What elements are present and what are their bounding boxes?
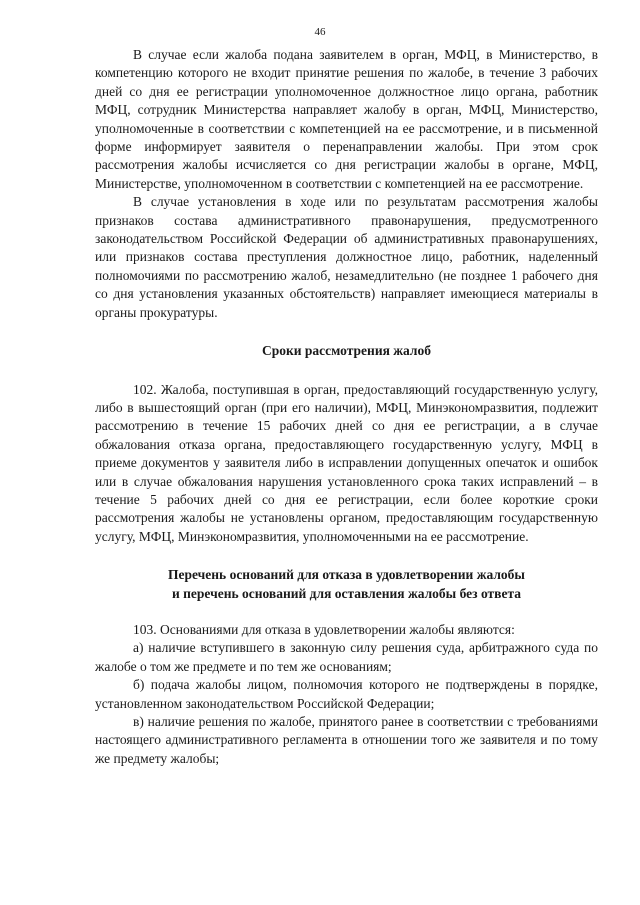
paragraph-102: 102. Жалоба, поступившая в орган, предоставляющий государственную услугу, либо в вышестоящий орган (при его наличии), МФЦ, Минэкономразвития, подлежит рассмотрению в течение 15 рабочих дней со дня ее регистрации, а в случае обжалования отказа органа, предоставляющего государственную услугу, МФЦ в приеме документов у заявителя либо в исправлении допущенных опечаток и ошибок или в случае обжалования нарушения установленного срока таких исправлений – в течение 5 рабочих дней со дня ее регистрации, если более короткие сроки рассмотрения жалобы не установлены органом, предоставляющим государственную услугу, МФЦ, Минэкономразвития, уполномоченными на ее рассмотрение. — [95, 381, 598, 544]
list-item-b: б) подача жалобы лицом, полномочия которого не подтверждены в порядке, установленном законодательством Российской Федерации; — [95, 677, 598, 711]
page-number: 46 — [314, 26, 326, 38]
section-heading-line-2: и перечень оснований для оставления жалобы без ответа — [172, 585, 521, 601]
section-heading-line-1: Перечень оснований для отказа в удовлетворении жалобы — [168, 567, 525, 583]
list-item-a: а) наличие вступившего в законную силу решения суда, арбитражного суда по жалобе о том же предмете и по тем же основаниям; — [95, 640, 598, 674]
paragraph-redirect-complaint: В случае если жалоба подана заявителем в орган, МФЦ, в Министерство, в компетенцию которого не входит принятие решения по жалобе, в течение 3 рабочих дней со дня ее регистрации уполномоченное должностное лицо органа, работник МФЦ, сотрудник Министерства направляет жалобу в орган, МФЦ, Министерство, уполномоченные в соответствии с компетенцией на ее рассмотрение, и в письменной форме информирует заявителя о перенаправлении жалобы. При этом срок рассмотрения жалобы исчисляется со дня регистрации жалобы в органе, МФЦ, Министерстве, уполномоченном в соответствии с компетенцией на ее рассмотрение. — [95, 47, 598, 191]
list-item-v: в) наличие решения по жалобе, принятого ранее в соответствии с требованиями настоящего административного регламента в отношении того же заявителя и по тому же предмету жалобы; — [95, 714, 598, 766]
section-heading-review-terms: Сроки рассмотрения жалоб — [261, 343, 432, 359]
paragraph-103: 103. Основаниями для отказа в удовлетворении жалобы являются: — [133, 621, 515, 637]
section-heading-refusal-grounds — [95, 566, 598, 603]
document-body — [95, 46, 598, 768]
paragraph-offense-signs: В случае установления в ходе или по результатам рассмотрения жалобы признаков состава административного правонарушения, предусмотренного законодательством Российской Федерации об административных правонарушениях, или признаков состава преступления должностное лицо, работник, наделенный полномочиями по рассмотрению жалоб, незамедлительно (не позднее 1 рабочего дня со дня установления указанных обстоятельств) направляет имеющиеся материалы в органы прокуратуры. — [95, 194, 598, 320]
